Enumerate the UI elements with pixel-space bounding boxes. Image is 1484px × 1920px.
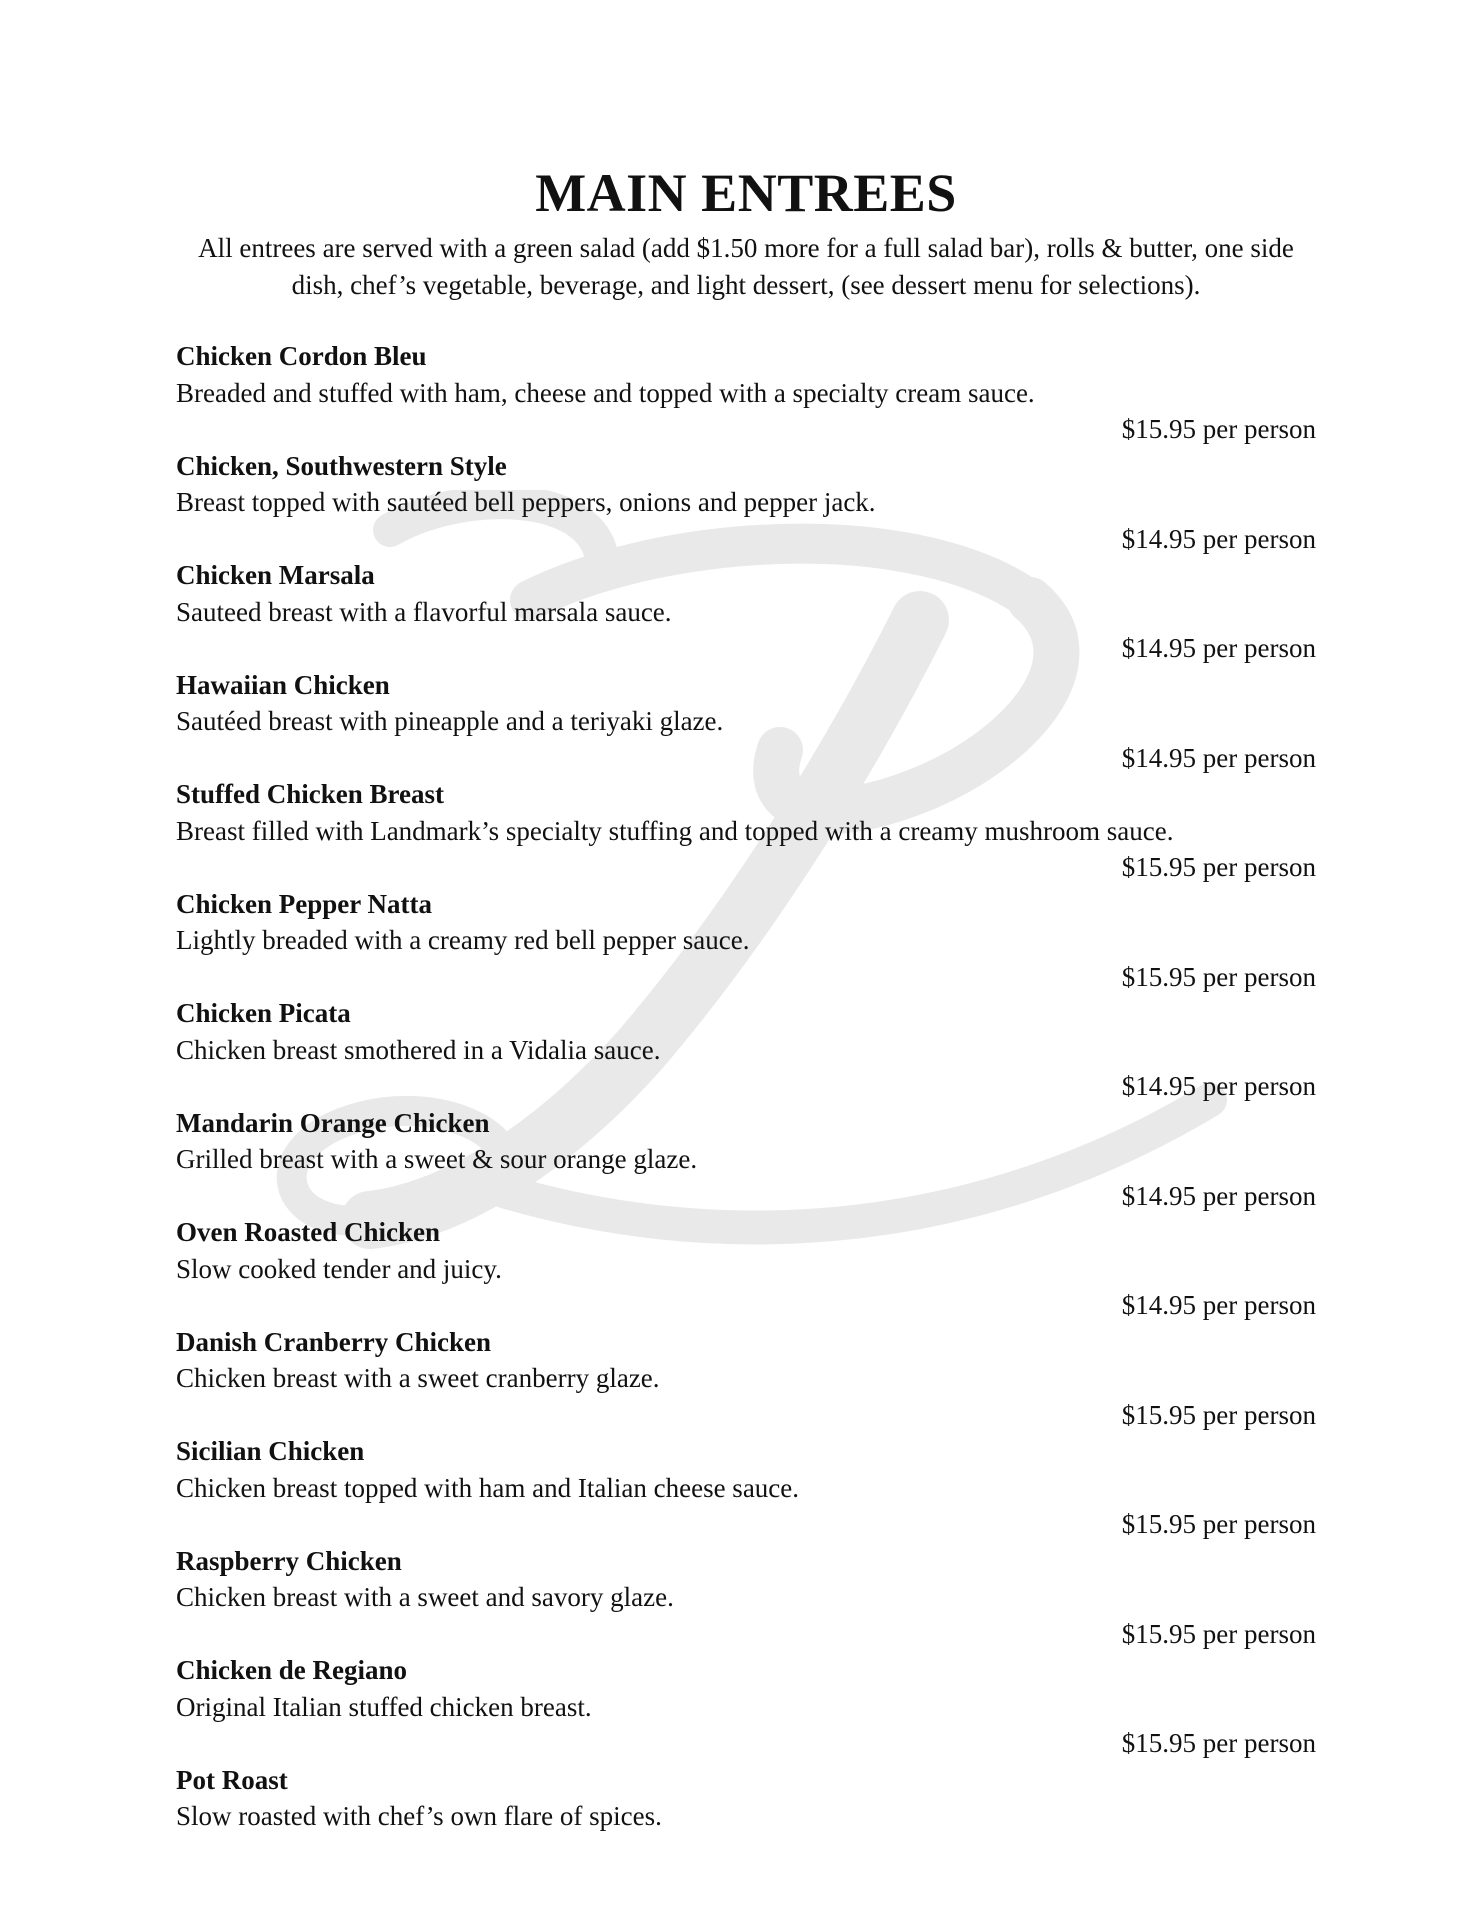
list-item (176, 1105, 1316, 1215)
entree-price: $14.95 per person (1121, 1071, 1316, 1101)
entree-list (176, 338, 1316, 1871)
entree-price: $15.95 per person (1121, 852, 1316, 882)
list-item (176, 1762, 1316, 1872)
entree-description: Slow roasted with chef’s own flare of spices. (176, 1801, 662, 1831)
entree-price: $15.95 per person (1121, 961, 1316, 992)
intro-text: All entrees are served with a green salad (add $1.50 more for a full salad bar), rolls & butter, one side dish, chef’s vegetable, beverage, and light dessert, (see dessert menu for selections). (198, 233, 1294, 300)
entree-name: Chicken Marsala (176, 560, 375, 590)
entree-price: $15.95 per person (1121, 1399, 1316, 1430)
entree-name: Oven Roasted Chicken (176, 1217, 441, 1247)
entree-description: Lightly breaded with a creamy red bell pepper sauce. (176, 925, 750, 955)
entree-description: Chicken breast with a sweet and savory glaze. (176, 1582, 674, 1612)
page-title: MAIN ENTREES (535, 163, 957, 223)
entree-price: $14.95 per person (1121, 1290, 1316, 1320)
entree-description: Chicken breast smothered in a Vidalia sauce. (176, 1034, 661, 1065)
entree-name: Mandarin Orange Chicken (176, 1107, 490, 1138)
entree-name: Sicilian Chicken (176, 1436, 365, 1466)
list-item (176, 1214, 1316, 1324)
entree-description: Sauteed breast with a flavorful marsala sauce. (176, 596, 672, 627)
entree-price: $14.95 per person (1121, 633, 1316, 663)
entree-name: Stuffed Chicken Breast (176, 779, 445, 809)
entree-name: Chicken Cordon Bleu (176, 341, 427, 371)
entree-name: Hawaiian Chicken (176, 669, 390, 700)
entree-description: Breaded and stuffed with ham, cheese and topped with a specialty cream sauce. (176, 377, 1035, 408)
entree-price: $15.95 per person (1121, 414, 1316, 444)
entree-price: $15.95 per person (1121, 1618, 1316, 1649)
entree-description: Chicken breast topped with ham and Italian cheese sauce. (176, 1472, 800, 1503)
entree-description: Chicken breast with a sweet cranberry glaze. (176, 1363, 660, 1393)
entree-name: Chicken de Regiano (176, 1655, 408, 1685)
entree-price: $14.95 per person (1121, 742, 1316, 773)
list-item (176, 448, 1316, 558)
list-item (176, 1324, 1316, 1434)
list-item (176, 1433, 1316, 1543)
list-item (176, 886, 1316, 996)
list-item (176, 776, 1316, 886)
entree-price: $14.95 per person (1121, 523, 1316, 554)
list-item (176, 1543, 1316, 1653)
list-item (176, 995, 1316, 1105)
entree-description: Breast filled with Landmark’s specialty stuffing and topped with a creamy mushroom sauce. (176, 815, 1174, 846)
entree-name: Chicken, Southwestern Style (176, 450, 507, 481)
entree-name: Raspberry Chicken (176, 1545, 402, 1576)
entree-name: Pot Roast (176, 1764, 288, 1795)
entree-description: Slow cooked tender and juicy. (176, 1253, 502, 1284)
list-item (176, 667, 1316, 777)
menu-page (176, 160, 1316, 1871)
entree-price: $15.95 per person (1121, 1728, 1316, 1758)
list-item (176, 338, 1316, 448)
entree-price: $14.95 per person (1121, 1180, 1316, 1211)
list-item (176, 1652, 1316, 1762)
entree-name: Chicken Pepper Natta (176, 888, 432, 919)
entree-description: Grilled breast with a sweet & sour orange glaze. (176, 1144, 698, 1174)
entree-name: Chicken Picata (176, 998, 351, 1028)
entree-name: Danish Cranberry Chicken (176, 1326, 492, 1357)
entree-description: Sautéed breast with pineapple and a teriyaki glaze. (176, 706, 724, 736)
entree-description: Original Italian stuffed chicken breast. (176, 1691, 592, 1722)
entree-description: Breast topped with sautéed bell peppers, onions and pepper jack. (176, 487, 876, 517)
entree-price: $15.95 per person (1121, 1509, 1316, 1539)
list-item (176, 557, 1316, 667)
